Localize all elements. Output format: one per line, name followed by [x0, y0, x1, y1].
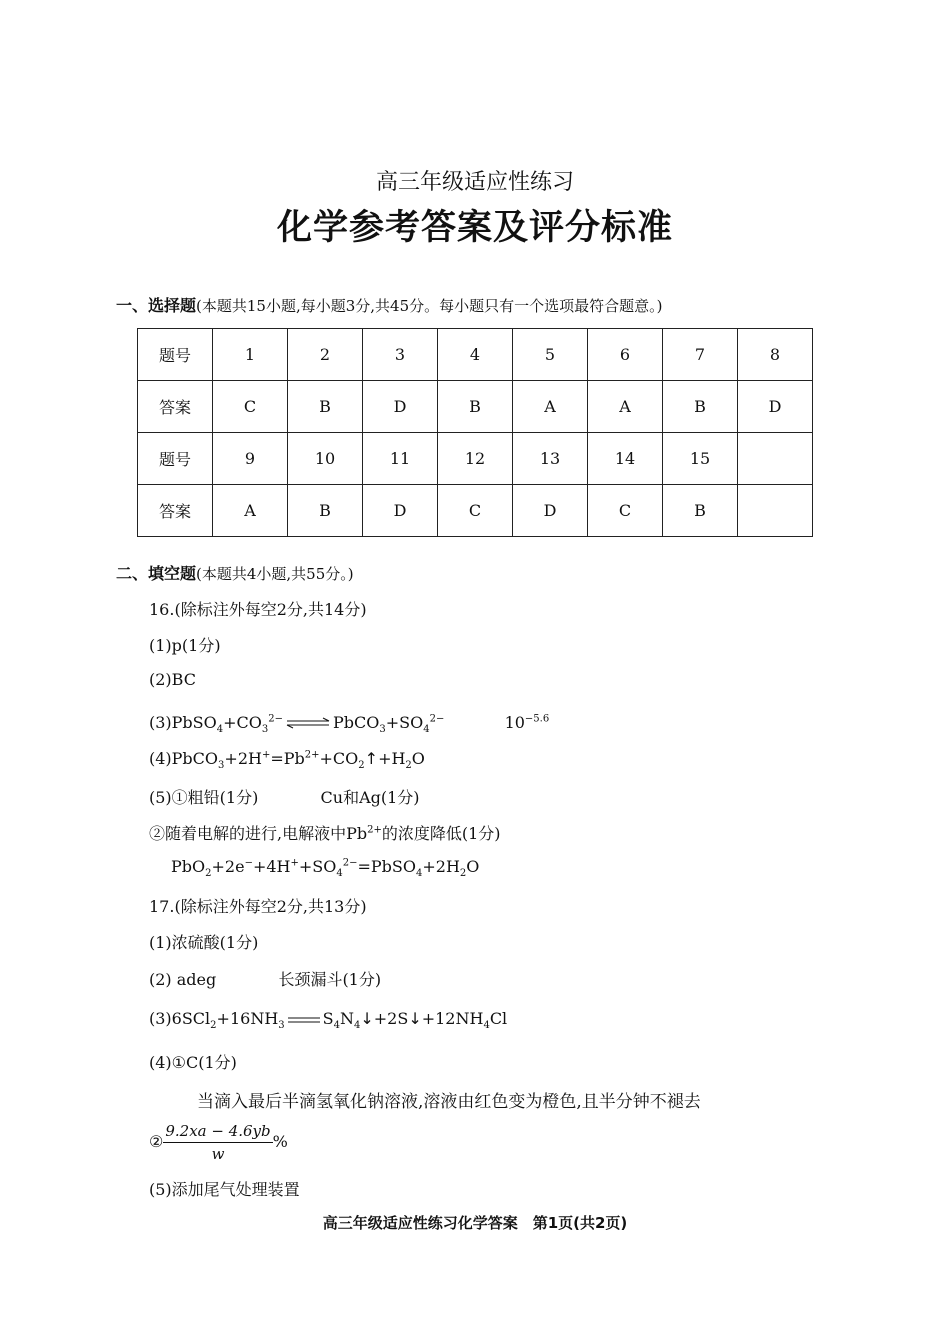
q16-answer-3-prefix: (3)PbSO [149, 713, 217, 732]
table-cell: A [513, 381, 588, 433]
q17-answer-4-3 [149, 1122, 288, 1163]
q17-answer-4-2: 当滴入最后半滴氢氧化钠溶液,溶液由红色变为橙色,且半分钟不褪去 [197, 1092, 701, 1112]
q17-answer-3: $(3)6SCl_2+16NH_3$ $S_4N_4↓+2S↓+12NH_4Cl$ [149, 1009, 508, 1032]
table-row-header: 题号 [138, 329, 213, 381]
table-cell [738, 485, 813, 537]
q16-k-exponent: −5.6 [524, 713, 550, 725]
table-cell: 9 [213, 433, 288, 485]
table-row [138, 381, 813, 433]
table-cell: 4 [438, 329, 513, 381]
table-cell: C [213, 381, 288, 433]
table-cell: D [513, 485, 588, 537]
q17-head: 17.(除标注外每空2分,共13分) [149, 897, 367, 916]
section-choice-heading [116, 293, 662, 316]
table-cell: 15 [663, 433, 738, 485]
table-cell: 13 [513, 433, 588, 485]
table-cell: C [438, 485, 513, 537]
page-footer: 高三年级适应性练习化学答案 第1页(共2页) [322, 1214, 628, 1232]
table-cell: 10 [288, 433, 363, 485]
q16-answer-1: (1)p(1分) [149, 636, 221, 655]
q17-answer-4-3-prefix: ② [149, 1132, 164, 1151]
fraction-numerator: 9.2xa − 4.6yb [163, 1122, 272, 1143]
q16-answer-3: $(3)PbSO_4+CO_3^{2-}$ $PbCO_3+SO_4^{2-}$ $10^{-5.6}$ [149, 713, 550, 736]
table-cell: 11 [363, 433, 438, 485]
q16-answer-5-3b: 的浓度降低(1分) [381, 824, 501, 843]
table-cell: D [363, 381, 438, 433]
q17-answer-2-1: (2) adeg [149, 970, 217, 989]
section-fill-title: 二、填空题 [116, 564, 197, 583]
table-cell: 12 [438, 433, 513, 485]
table-cell: D [738, 381, 813, 433]
table-cell: B [663, 485, 738, 537]
section-fill-heading [116, 561, 354, 584]
q17-answer-5: (5)添加尾气处理装置 [149, 1180, 300, 1199]
table-cell: A [213, 485, 288, 537]
equals-arrow-icon [287, 1010, 321, 1029]
table-cell: D [363, 485, 438, 537]
page-subtitle: 高三年级适应性练习 [375, 170, 574, 195]
q17-answer-2-2: 长颈漏斗(1分) [278, 970, 382, 989]
q16-answer-5 [149, 785, 420, 808]
table-row [138, 329, 813, 381]
table-row-header: 答案 [138, 485, 213, 537]
q16-answer-4-prefix: (4)PbCO [149, 749, 219, 768]
q17-answer-4-1: (4)①C(1分) [149, 1053, 237, 1072]
table-row-header: 题号 [138, 433, 213, 485]
q16-answer-5-1: (5)①粗铅(1分) [149, 788, 259, 807]
section-choice-title: 一、选择题 [116, 296, 197, 315]
table-cell: 7 [663, 329, 738, 381]
q16-answer-5-2: Cu和Ag(1分) [320, 788, 420, 807]
equilibrium-arrow-icon [285, 714, 331, 733]
table-cell: 5 [513, 329, 588, 381]
q16-k-value: 10 [504, 713, 525, 732]
table-cell: 6 [588, 329, 663, 381]
table-cell: 8 [738, 329, 813, 381]
section-choice-note: (本题共15小题,每小题3分,共45分。每小题只有一个选项最符合题意。) [196, 297, 663, 315]
section-fill-note: (本题共4小题,共55分。) [196, 565, 354, 583]
answer-table [137, 328, 813, 537]
q17-answer-2 [149, 967, 381, 990]
table-row-header: 答案 [138, 381, 213, 433]
q16-head: 16.(除标注外每空2分,共14分) [149, 600, 367, 619]
page-title: 化学参考答案及评分标准 [276, 208, 673, 248]
table-cell: B [288, 485, 363, 537]
table-cell: 2 [288, 329, 363, 381]
table-cell: B [663, 381, 738, 433]
table-cell: B [438, 381, 513, 433]
fraction-denominator: w [211, 1145, 225, 1163]
q16-answer-5-3a: ②随着电解的进行,电解液中Pb [149, 824, 368, 843]
table-cell: B [288, 381, 363, 433]
q16-answer-5-reason: ②随着电解的进行,电解液中$Pb^{2+}$的浓度降低(1分) [149, 824, 501, 843]
table-cell: A [588, 381, 663, 433]
q16-answer-4: $(4)PbCO_3+2H^+=Pb^{2+}+CO_2↑+H_2O$ [149, 749, 425, 772]
q17-answer-1: (1)浓硫酸(1分) [149, 933, 259, 952]
table-cell: 1 [213, 329, 288, 381]
table-cell: C [588, 485, 663, 537]
fraction [163, 1122, 272, 1163]
q16-answer-2: (2)BC [149, 670, 196, 689]
table-cell: 3 [363, 329, 438, 381]
table-cell [738, 433, 813, 485]
table-row [138, 433, 813, 485]
table-row [138, 485, 813, 537]
q16-electrode-equation: $PbO_2+2e^-+4H^++SO_4^{2-}=PbSO_4+2H_2O$ [171, 857, 480, 880]
table-cell: 14 [588, 433, 663, 485]
fraction-unit: % [272, 1132, 288, 1151]
